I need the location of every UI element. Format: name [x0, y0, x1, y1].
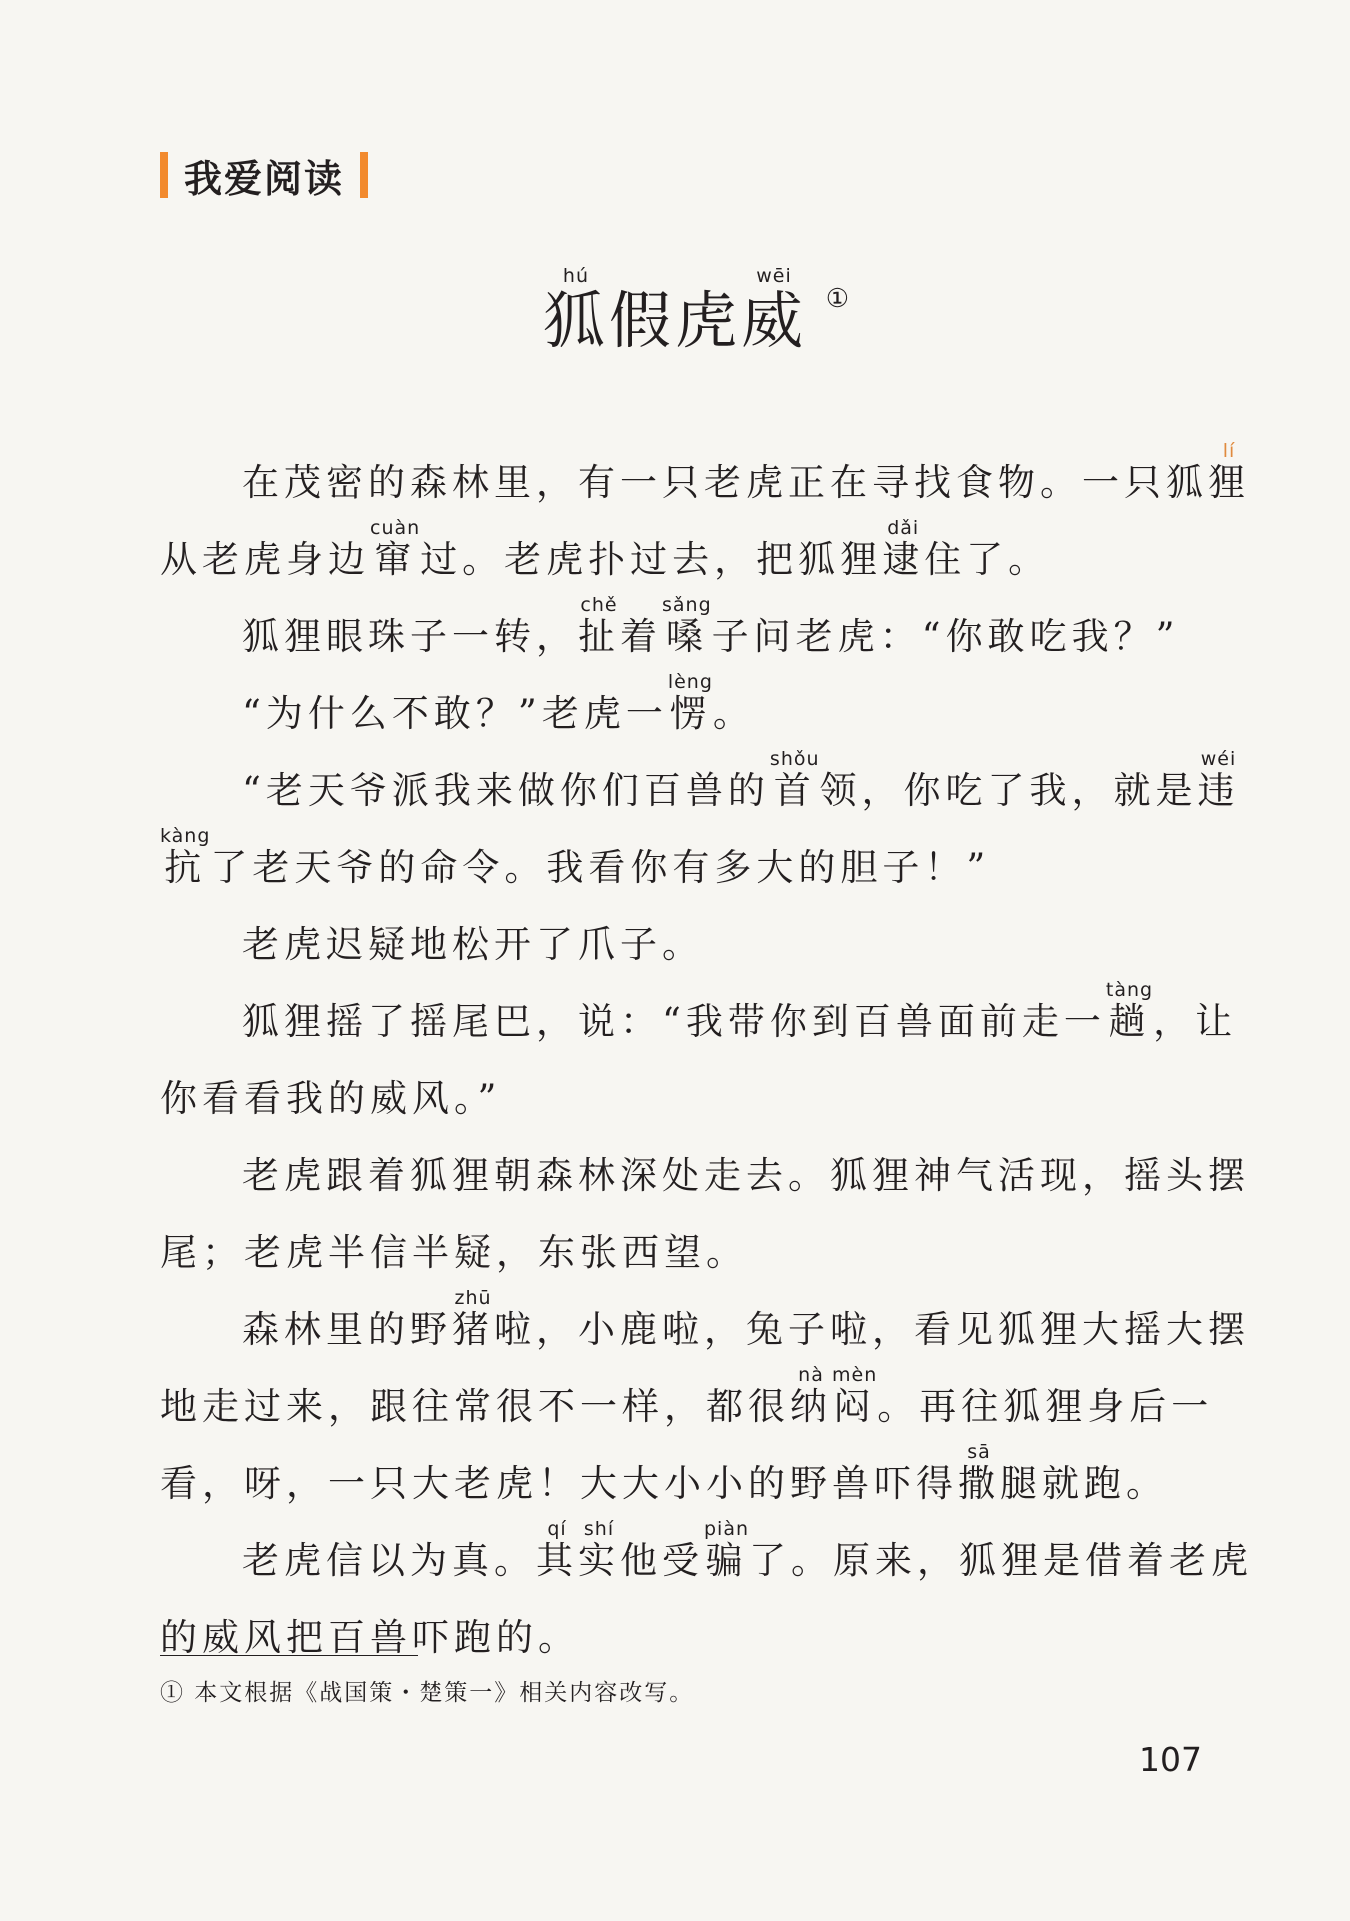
text-line [160, 969, 1238, 1046]
text-line [160, 892, 1210, 969]
body-text: 。 [712, 692, 755, 735]
body-annotated-char: 窜cuàn [370, 517, 421, 581]
body-annotated-char: 纳nà [790, 1364, 832, 1428]
pinyin-annotation: sǎng [662, 594, 712, 616]
body-annotated-char: 嗓sǎng [662, 594, 712, 658]
text-line [160, 1123, 1250, 1200]
body-text: “老天爷派我来做你们百兽的 [242, 769, 770, 812]
body-annotated-char: 趟tàng [1105, 979, 1154, 1043]
section-title: 我爱阅读 [184, 156, 345, 201]
title-text: 假 [608, 284, 675, 357]
title-annotated-char: 威wēi [741, 265, 808, 357]
body-text: 地走过来，跟往常很不一样，都很 [160, 1385, 790, 1428]
pinyin-annotation: piàn [704, 1518, 750, 1540]
body-text: 老虎跟着狐狸朝森林深处走去。狐狸神气活现，摇头摆 [242, 1154, 1250, 1197]
footnote-divider [160, 1655, 418, 1656]
pinyin-annotation: lèng [667, 671, 713, 693]
body-text: 领，你吃了我，就是 [819, 769, 1198, 812]
text-line [160, 507, 1210, 584]
body-text: 老虎迟疑地松开了爪子。 [242, 923, 704, 966]
body-text: 着 [620, 615, 662, 658]
text-line [160, 661, 1210, 738]
pinyin-annotation: shí [578, 1518, 620, 1540]
page-number: 107 [1139, 1740, 1202, 1779]
pinyin-annotation: qí [536, 1518, 578, 1540]
body-annotated-char: 实shí [578, 1518, 620, 1582]
body-text: 了。原来，狐狸是借着老虎 [749, 1539, 1254, 1582]
accent-bar-right [360, 152, 368, 198]
pinyin-annotation: kàng [160, 825, 211, 847]
pinyin-annotation: sā [958, 1441, 1000, 1463]
body-text: 过。老虎扑过去，把狐狸 [420, 538, 883, 581]
story-title [542, 252, 854, 357]
pinyin-annotation: wēi [741, 265, 808, 287]
pinyin-annotation: shǒu [769, 748, 820, 770]
text-line [160, 1046, 1210, 1123]
title-annotated-char: 狐hú [542, 265, 609, 357]
body-text: 尾；老虎半信半疑，东张西望。 [160, 1231, 748, 1274]
accent-bar-left [160, 152, 168, 198]
body-text: 了老天爷的命令。我看你有多大的胆子！” [210, 846, 991, 889]
body-text: 看，呀，一只大老虎！大大小小的野兽吓得 [160, 1462, 958, 1505]
body-text: 啦，小鹿啦，兔子啦，看见狐狸大摇大摆 [494, 1308, 1250, 1351]
text-line [160, 1277, 1250, 1354]
body-text: ，让 [1153, 1000, 1238, 1043]
body-text: 森林里的野 [242, 1308, 452, 1351]
pinyin-annotation: wéi [1197, 748, 1240, 770]
pinyin-annotation: nà [790, 1364, 832, 1386]
body-annotated-char: 闷mèn [832, 1364, 878, 1428]
body-annotated-char: 其qí [536, 1518, 578, 1582]
text-line [160, 1354, 1214, 1431]
body-text: 狐狸眼珠子一转， [242, 615, 578, 658]
body-annotated-char: 骗piàn [704, 1518, 750, 1582]
body-annotated-char: 愣lèng [667, 671, 713, 735]
body-annotated-char: 扯chě [578, 594, 620, 658]
body-annotated-char: 猪zhū [452, 1287, 494, 1351]
pinyin-annotation: lí [1208, 440, 1250, 462]
pinyin-annotation: hú [542, 265, 609, 287]
text-line [160, 815, 1210, 892]
body-text: 你看看我的威风。” [160, 1077, 502, 1120]
body-annotated-char: 撒sā [958, 1441, 1000, 1505]
text-line [160, 1431, 1210, 1508]
body-text: 在茂密的森林里，有一只老虎正在寻找食物。一只狐 [242, 461, 1208, 504]
text-line [160, 1585, 1210, 1662]
body-text: 。再往狐狸身后一 [877, 1385, 1214, 1428]
pinyin-annotation: dǎi [882, 517, 925, 539]
body-annotated-char: 狸lí [1208, 440, 1250, 504]
body-text: 腿就跑。 [1000, 1462, 1168, 1505]
body-annotated-char: 抗kàng [160, 825, 211, 889]
body-annotated-char: 逮dǎi [882, 517, 925, 581]
body-text: 狐狸摇了摇尾巴，说：“我带你到百兽面前走一 [242, 1000, 1106, 1043]
body-text: “为什么不敢？”老虎一 [242, 692, 668, 735]
pinyin-annotation: tàng [1105, 979, 1154, 1001]
story-body [160, 430, 1254, 1662]
title-block [0, 252, 1350, 357]
body-text: 住了。 [924, 538, 1051, 581]
pinyin-annotation: cuàn [370, 517, 421, 539]
section-header [160, 152, 368, 201]
pinyin-annotation: zhū [452, 1287, 494, 1309]
text-line [160, 584, 1210, 661]
body-annotated-char: 首shǒu [769, 748, 820, 812]
text-line [160, 430, 1250, 507]
body-text: 子问老虎：“你敢吃我？” [711, 615, 1180, 658]
footnote-marker: ① [825, 284, 854, 314]
body-annotated-char: 违wéi [1197, 748, 1240, 812]
footnote: ① 本文根据《战国策・楚策一》相关内容改写。 [160, 1680, 695, 1706]
pinyin-annotation: chě [578, 594, 620, 616]
title-text: 虎 [675, 284, 742, 357]
text-line [160, 1508, 1254, 1585]
text-line [160, 1200, 1210, 1277]
body-text: 老虎信以为真。 [242, 1539, 536, 1582]
text-line [160, 738, 1240, 815]
body-text: 他受 [620, 1539, 704, 1582]
body-text: 从老虎身边 [160, 538, 370, 581]
body-text: 的威风把百兽吓跑的。 [160, 1616, 580, 1659]
pinyin-annotation: mèn [832, 1364, 878, 1386]
